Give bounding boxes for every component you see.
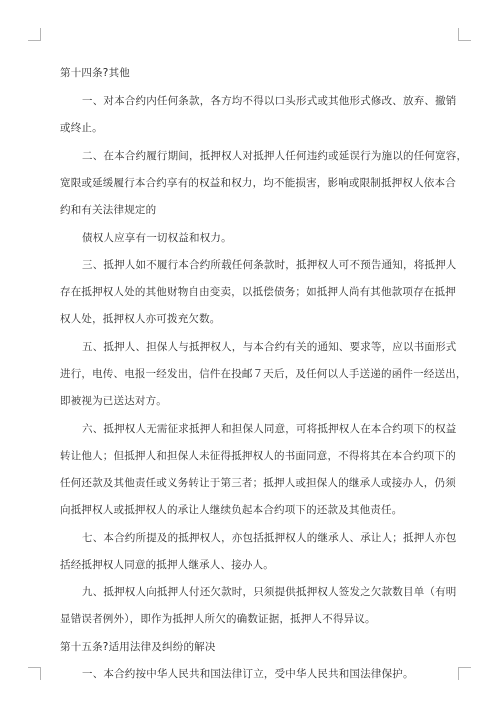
paragraph-line: 一、本合约按中华人民共和国法律订立，受中华人民共和国法律保护。 — [82, 668, 414, 680]
paragraph-line: 三、抵押人如不履行本合约所载任何条款时，抵押权人可不预告通知，将抵押人 — [82, 259, 457, 271]
section-heading-14: 第十四条?其他 — [60, 67, 130, 79]
paragraph-line: 向抵押权人或抵押权人的承让人继续负起本合约项下的还款及其他责任。 — [60, 504, 403, 516]
paragraph-line: 五、抵押人、担保人与抵押权人，与本合约有关的通知、要求等，应以书面形式 — [82, 341, 457, 353]
section-heading-15: 第十五条?适用法律及纠纷的解决 — [60, 641, 216, 653]
paragraph-line: 转让他人；但抵押人和担保人未征得抵押权人的书面同意，不得将其在本合约项下的 — [60, 450, 456, 462]
crop-mark-bottom-left — [28, 667, 41, 680]
paragraph-line: 六、抵押权人无需征求抵押人和担保人同意，可将抵押权人在本合约项下的权益 — [82, 423, 457, 435]
paragraph-line: 或终止。 — [60, 122, 103, 134]
paragraph-line: 存在抵押权人处的其他财物自由变卖，以抵偿债务；如抵押人尚有其他款项存在抵押 — [60, 286, 456, 298]
paragraph-line: 九、抵押权人向抵押人付还欠款时，只须提供抵押权人签发之欠款数目单（有明 — [82, 586, 457, 598]
paragraph-line: 任何还款及其他责任或义务转让于第三者；抵押人或担保人的继承人或接办人，仍须 — [60, 477, 456, 489]
paragraph-line: 约和有关法律规定的 — [60, 204, 157, 216]
paragraph-line: 一、对本合约内任何条款，各方均不得以口头形式或其他形式修改、放弃、撤销 — [82, 95, 457, 107]
paragraph-line: 七、本合约所提及的抵押权人，亦包括抵押权人的继承人、承让人；抵押人亦包 — [82, 532, 457, 544]
crop-mark-top-left — [28, 28, 41, 41]
paragraph-line: 债权人应享有一切权益和权力。 — [82, 232, 232, 244]
paragraph-line: 即被视为已送达对方。 — [60, 395, 167, 407]
paragraph-line: 权人处，抵押权人亦可拨充欠数。 — [60, 313, 221, 325]
paragraph-line: 二、在本合约履行期间，抵押权人对抵押人任何违约或延误行为施以的任何宽容， — [82, 150, 468, 162]
crop-mark-top-right — [458, 28, 471, 41]
paragraph-line: 显错误者例外），即作为抵押人所欠的确数证据，抵押人不得异议。 — [60, 613, 376, 625]
paragraph-line: 括经抵押权人同意的抵押人继承人、接办人。 — [60, 559, 274, 571]
paragraph-line: 宽限或延缓履行本合约享有的权益和权力，均不能损害，影响或限制抵押权人依本合 — [60, 177, 456, 189]
paragraph-line: 进行，电传、电报一经发出，信件在投邮７天后，及任何以人手送递的函件一经送出， — [60, 368, 467, 380]
